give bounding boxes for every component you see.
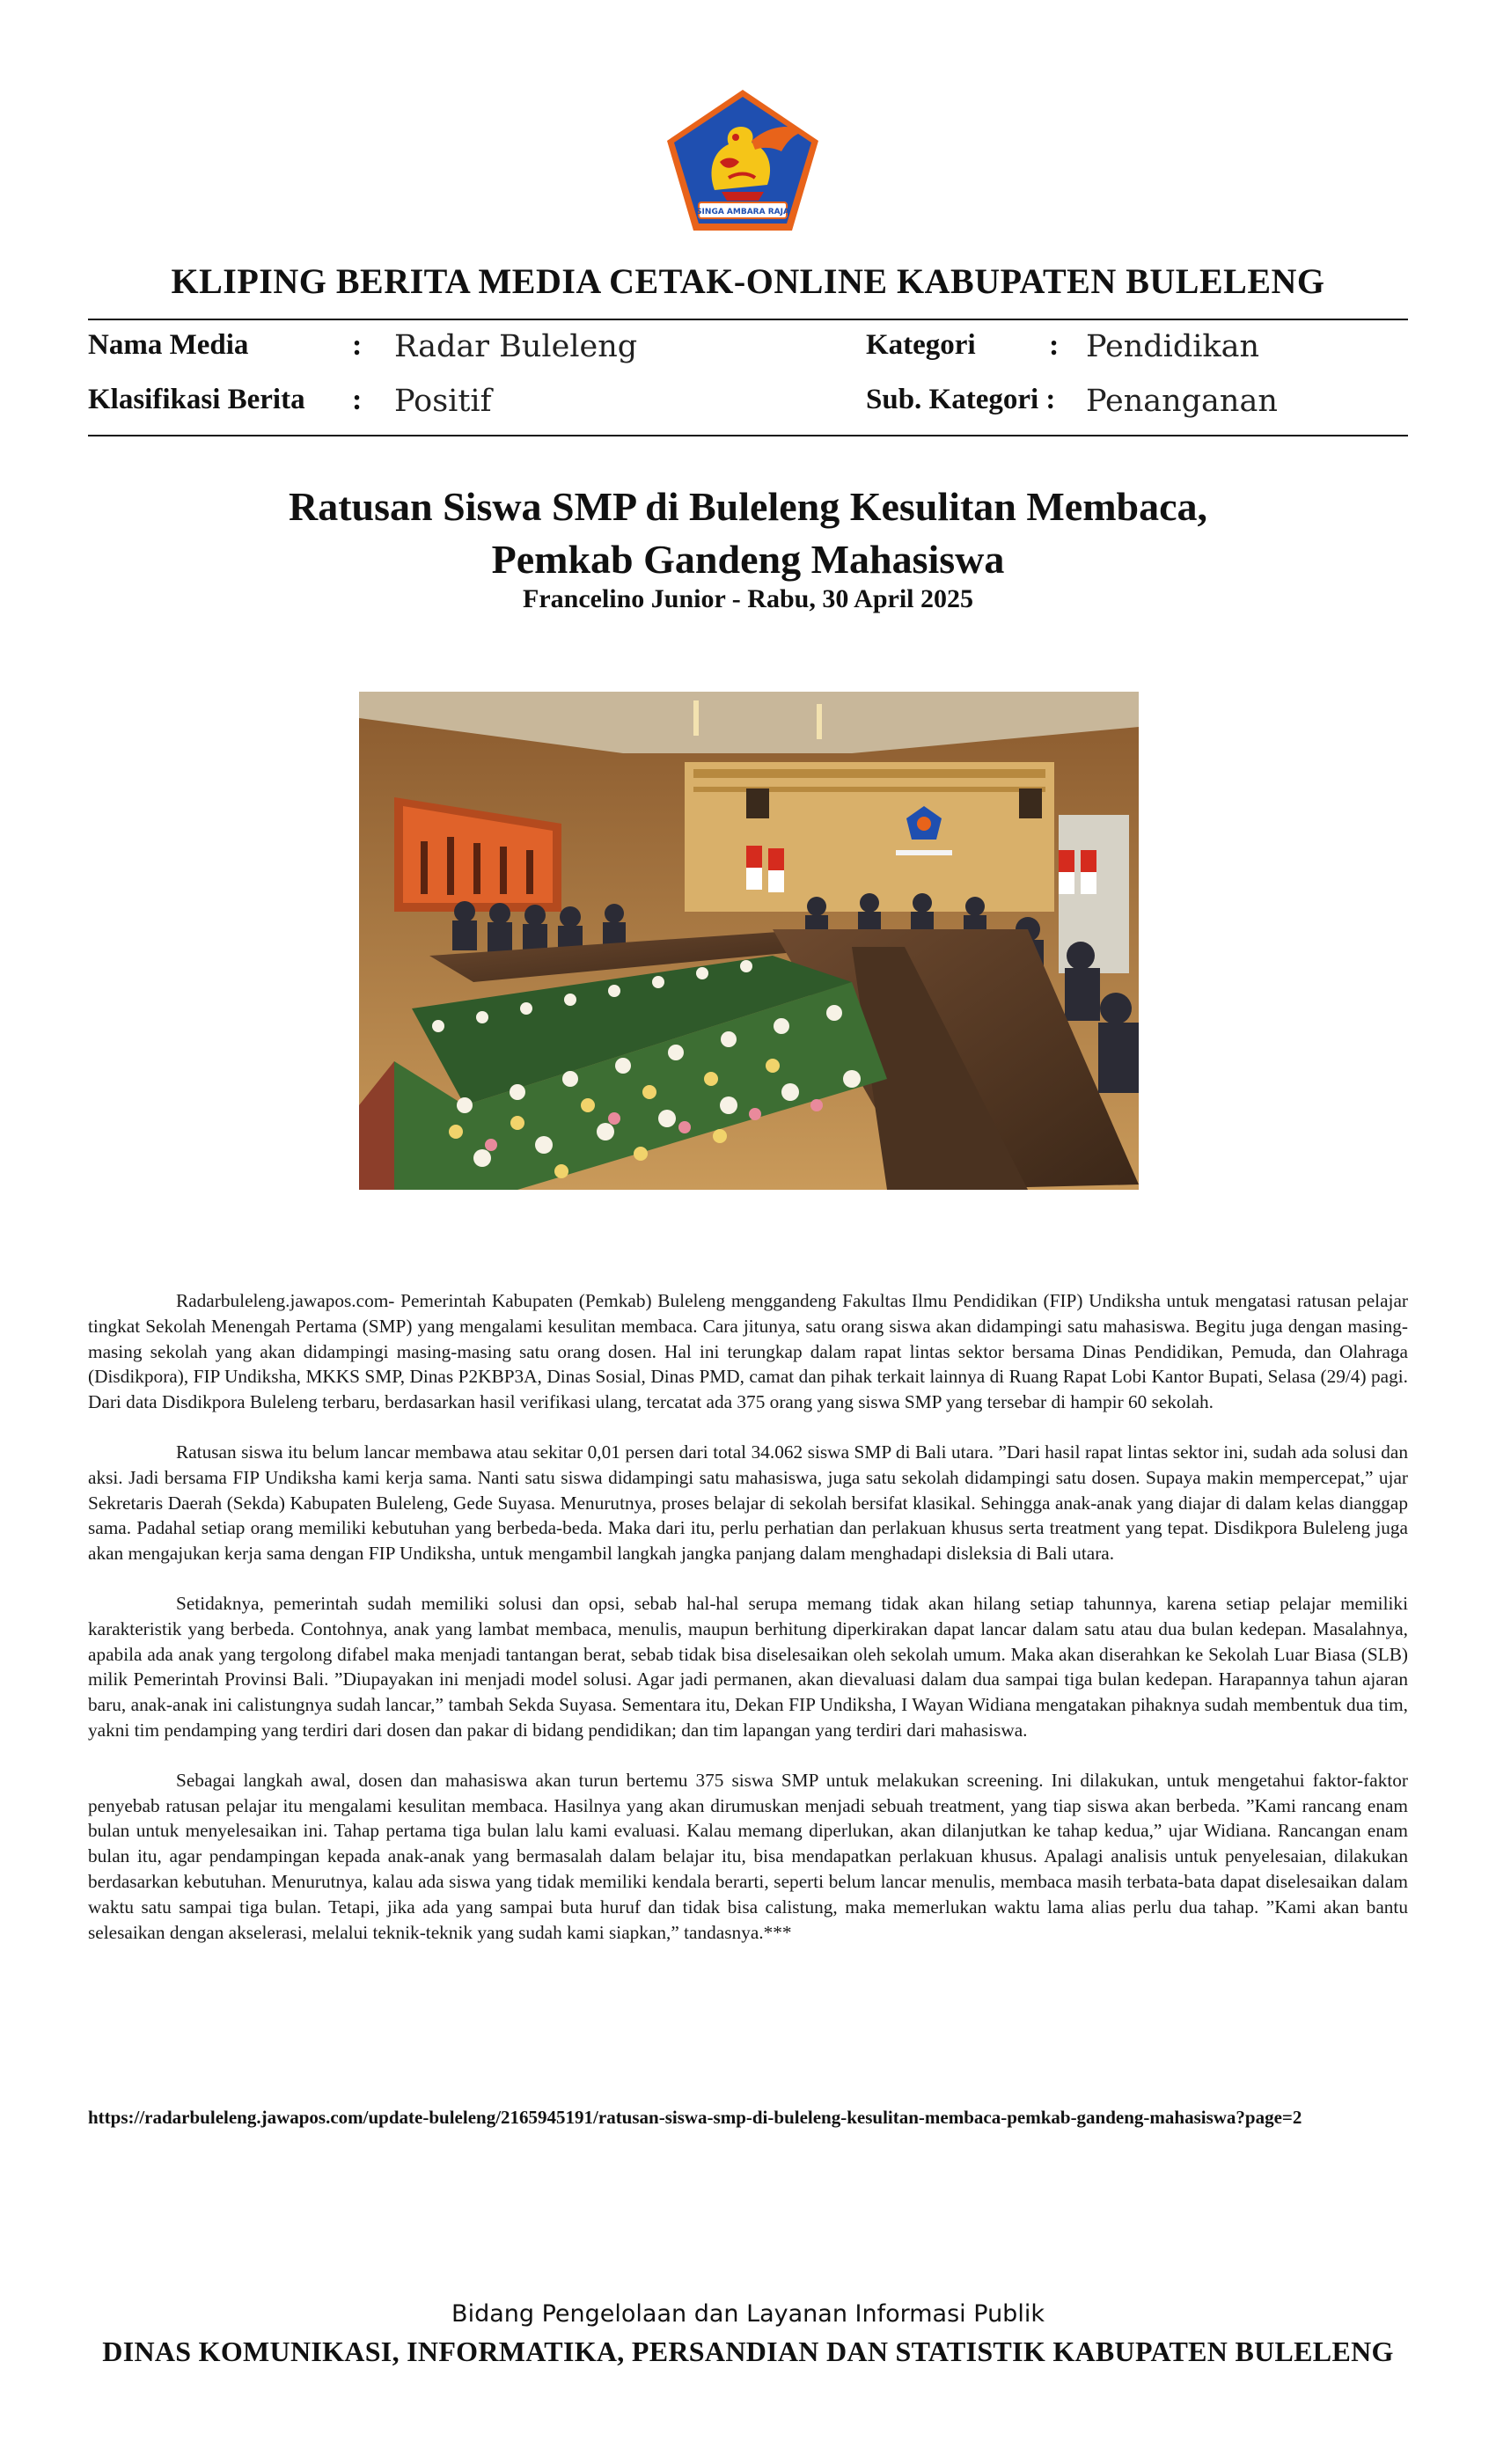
media-label: Nama Media <box>88 329 249 361</box>
meeting-room-photo <box>359 692 1139 1190</box>
kategori-colon: : <box>1049 329 1060 362</box>
source-url-link[interactable]: https://radarbuleleng.jawapos.com/update-buleleng/2165945191/ratusan-siswa-smp-di-buleleng-kesulitan-membaca-pemkab-gandeng-mahasiswa?page=2 <box>88 2107 1302 2128</box>
meta-row-media <box>88 329 1408 373</box>
article-byline: Francelino Junior - Rabu, 30 April 2025 <box>523 584 973 613</box>
article-paragraph: Ratusan siswa itu belum lancar membawa atau sekitar 0,01 persen dari total 34.062 siswa SMP di Bali utara. ”Dari hasil rapat lintas sektor ini, sudah ada solusi dan aksi. Jadi bersama FIP Undiksha kami kerja sama. Nanti satu siswa didampingi satu mahasiswa, juga satu sekolah didampingi satu dosen. Supaya makin mempercepat,” ujar Sekretaris Daerah (Sekda) Kabupaten Buleleng, Gede Suyasa. Menurutnya, proses belajar di sekolah bersifat klasikal. Sehingga anak-anak yang diajar di dalam kelas dianggap sama. Padahal setiap orang memiliki kebutuhan yang berbeda-beda. Maka dari itu, perlu perhatian dan perlakuan khusus serta treatment yang tepat. Disdikpora Buleleng juga akan mengajukan kerja sama dengan FIP Undiksha, untuk mengambil langkah jangka panjang dalam menghadapi disleksia di Bali utara. <box>88 1441 1408 1565</box>
media-colon: : <box>352 329 363 362</box>
article-paragraph: Radarbuleleng.jawapos.com- Pemerintah Kabupaten (Pemkab) Buleleng menggandeng Fakultas Ilmu Pendidikan (FIP) Undiksha untuk mengatasi ratusan pelajar tingkat Sekolah Menengah Pertama (SMP) yang mengalami kesulitan membaca. Cara jitunya, satu orang siswa akan didampingi satu mahasiswa. Begitu juga dengan masing-masing sekolah yang akan didampingi masing-masing satu orang dosen. Hal ini terungkap dalam rapat lintas sektor bersama Dinas Pendidikan, Pemuda, dan Olahraga (Disdikpora), FIP Undiksha, MKKS SMP, Dinas P2KBP3A, Dinas Sosial, Dinas PMD, camat dan pihak terkait lainnya di Ruang Rapat Lobi Kantor Bupati, Selasa (29/4) pagi. Dari data Disdikpora Buleleng terbaru, berdasarkan hasil verifikasi ulang, tercatat ada 375 orang yang siswa SMP yang tersebar di hampir 60 sekolah. <box>88 1290 1408 1413</box>
emblem-motto: SINGA AMBARA RAJA <box>696 208 789 216</box>
klasifikasi-value: Positif <box>394 384 492 419</box>
kategori-label: Kategori <box>866 329 976 361</box>
header-rule-bottom <box>88 435 1408 436</box>
document-header-title: KLIPING BERITA MEDIA CETAK-ONLINE KABUPATEN BULELENG <box>171 261 1325 301</box>
klasifikasi-label: Klasifikasi Berita <box>88 384 305 415</box>
article-headline <box>88 480 1408 586</box>
subkategori-label: Sub. Kategori : <box>866 384 1056 415</box>
header-rule-top <box>88 319 1408 320</box>
klasifikasi-colon: : <box>352 384 363 416</box>
kategori-value: Pendidikan <box>1086 329 1260 364</box>
singa-ambara-raja-emblem-icon <box>664 86 822 236</box>
media-value: Radar Buleleng <box>394 329 638 364</box>
footer-agency: DINAS KOMUNIKASI, INFORMATIKA, PERSANDIAN DAN STATISTIK KABUPATEN BULELENG <box>102 2336 1394 2367</box>
headline-line-2: Pemkab Gandeng Mahasiswa <box>491 537 1005 582</box>
footer-division: Bidang Pengelolaan dan Layanan Informasi Publik <box>451 2300 1045 2328</box>
article-paragraph: Setidaknya, pemerintah sudah memiliki solusi dan opsi, sebab hal-hal serupa memang tidak akan hilang setiap tahunnya, karena setiap pelajar memiliki karakteristik yang berbeda. Contohnya, anak yang lambat membaca, menulis, maupun berhitung diperkirakan dapat lancar dalam satu atau dua bulan kedepan. Masalahnya, apabila ada anak yang tergolong difabel maka menjadi tantangan berat, sebab tidak bisa diselesaikan oleh sekolah umum. Maka akan diserahkan ke Sekolah Luar Biasa (SLB) milik Pemerintah Provinsi Bali. ”Diupayakan ini menjadi model solusi. Agar jadi permanen, akan dievaluasi dalam dua sampai tiga bulan kedepan. Harapannya tahun ajaran baru, anak-anak ini calistungnya sudah lancar,” tambah Sekda Suyasa. Sementara itu, Dekan FIP Undiksha, I Wayan Widiana mengatakan pihaknya sudah membentuk dua tim, yakni tim pendamping yang terdiri dari dosen dan pakar di bidang pendidikan; dan tim lapangan yang terdiri dari mahasiswa. <box>88 1592 1408 1741</box>
meta-row-klasifikasi <box>88 384 1408 428</box>
article-body <box>88 1288 1408 1969</box>
headline-line-1: Ratusan Siswa SMP di Buleleng Kesulitan Membaca, <box>288 484 1208 529</box>
article-paragraph: Sebagai langkah awal, dosen dan mahasiswa akan turun bertemu 375 siswa SMP untuk melakukan screening. Ini dilakukan, untuk mengetahui faktor-faktor penyebab ratusan pelajar itu mengalami kesulitan membaca. Hasilnya yang akan dirumuskan menjadi sebuah treatment, yang tiap siswa akan berbeda. ”Kami rancang enam bulan untuk menyelesaikan ini. Tahap pertama tiga bulan lalu kami evaluasi. Kalau memang diperlukan, akan dilanjutkan ke tahap kedua,” ujar Widiana. Rancangan enam bulan itu, agar pendampingan kepada anak-anak yang bermasalah dalam belajar itu, bisa mendapatkan perlakuan khusus. Apalagi analisis untuk penyelesaian, dilakukan berdasarkan kebutuhan. Menurutnya, kalau ada siswa yang tidak memiliki kendala berarti, seperti belum lancar menulis, membaca masih terbata-bata dapat diselesaikan dalam waktu satu sampai tiga bulan. Tetapi, jika ada yang sampai buta huruf dan tidak bisa calistung, maka memerlukan waktu lama alias perlu dua tahap. ”Kami akan bantu selesaikan dengan akselerasi, melalui teknik-teknik yang sudah kami siapkan,” tandasnya.*** <box>88 1769 1408 1943</box>
subkategori-value: Penanganan <box>1086 384 1278 419</box>
